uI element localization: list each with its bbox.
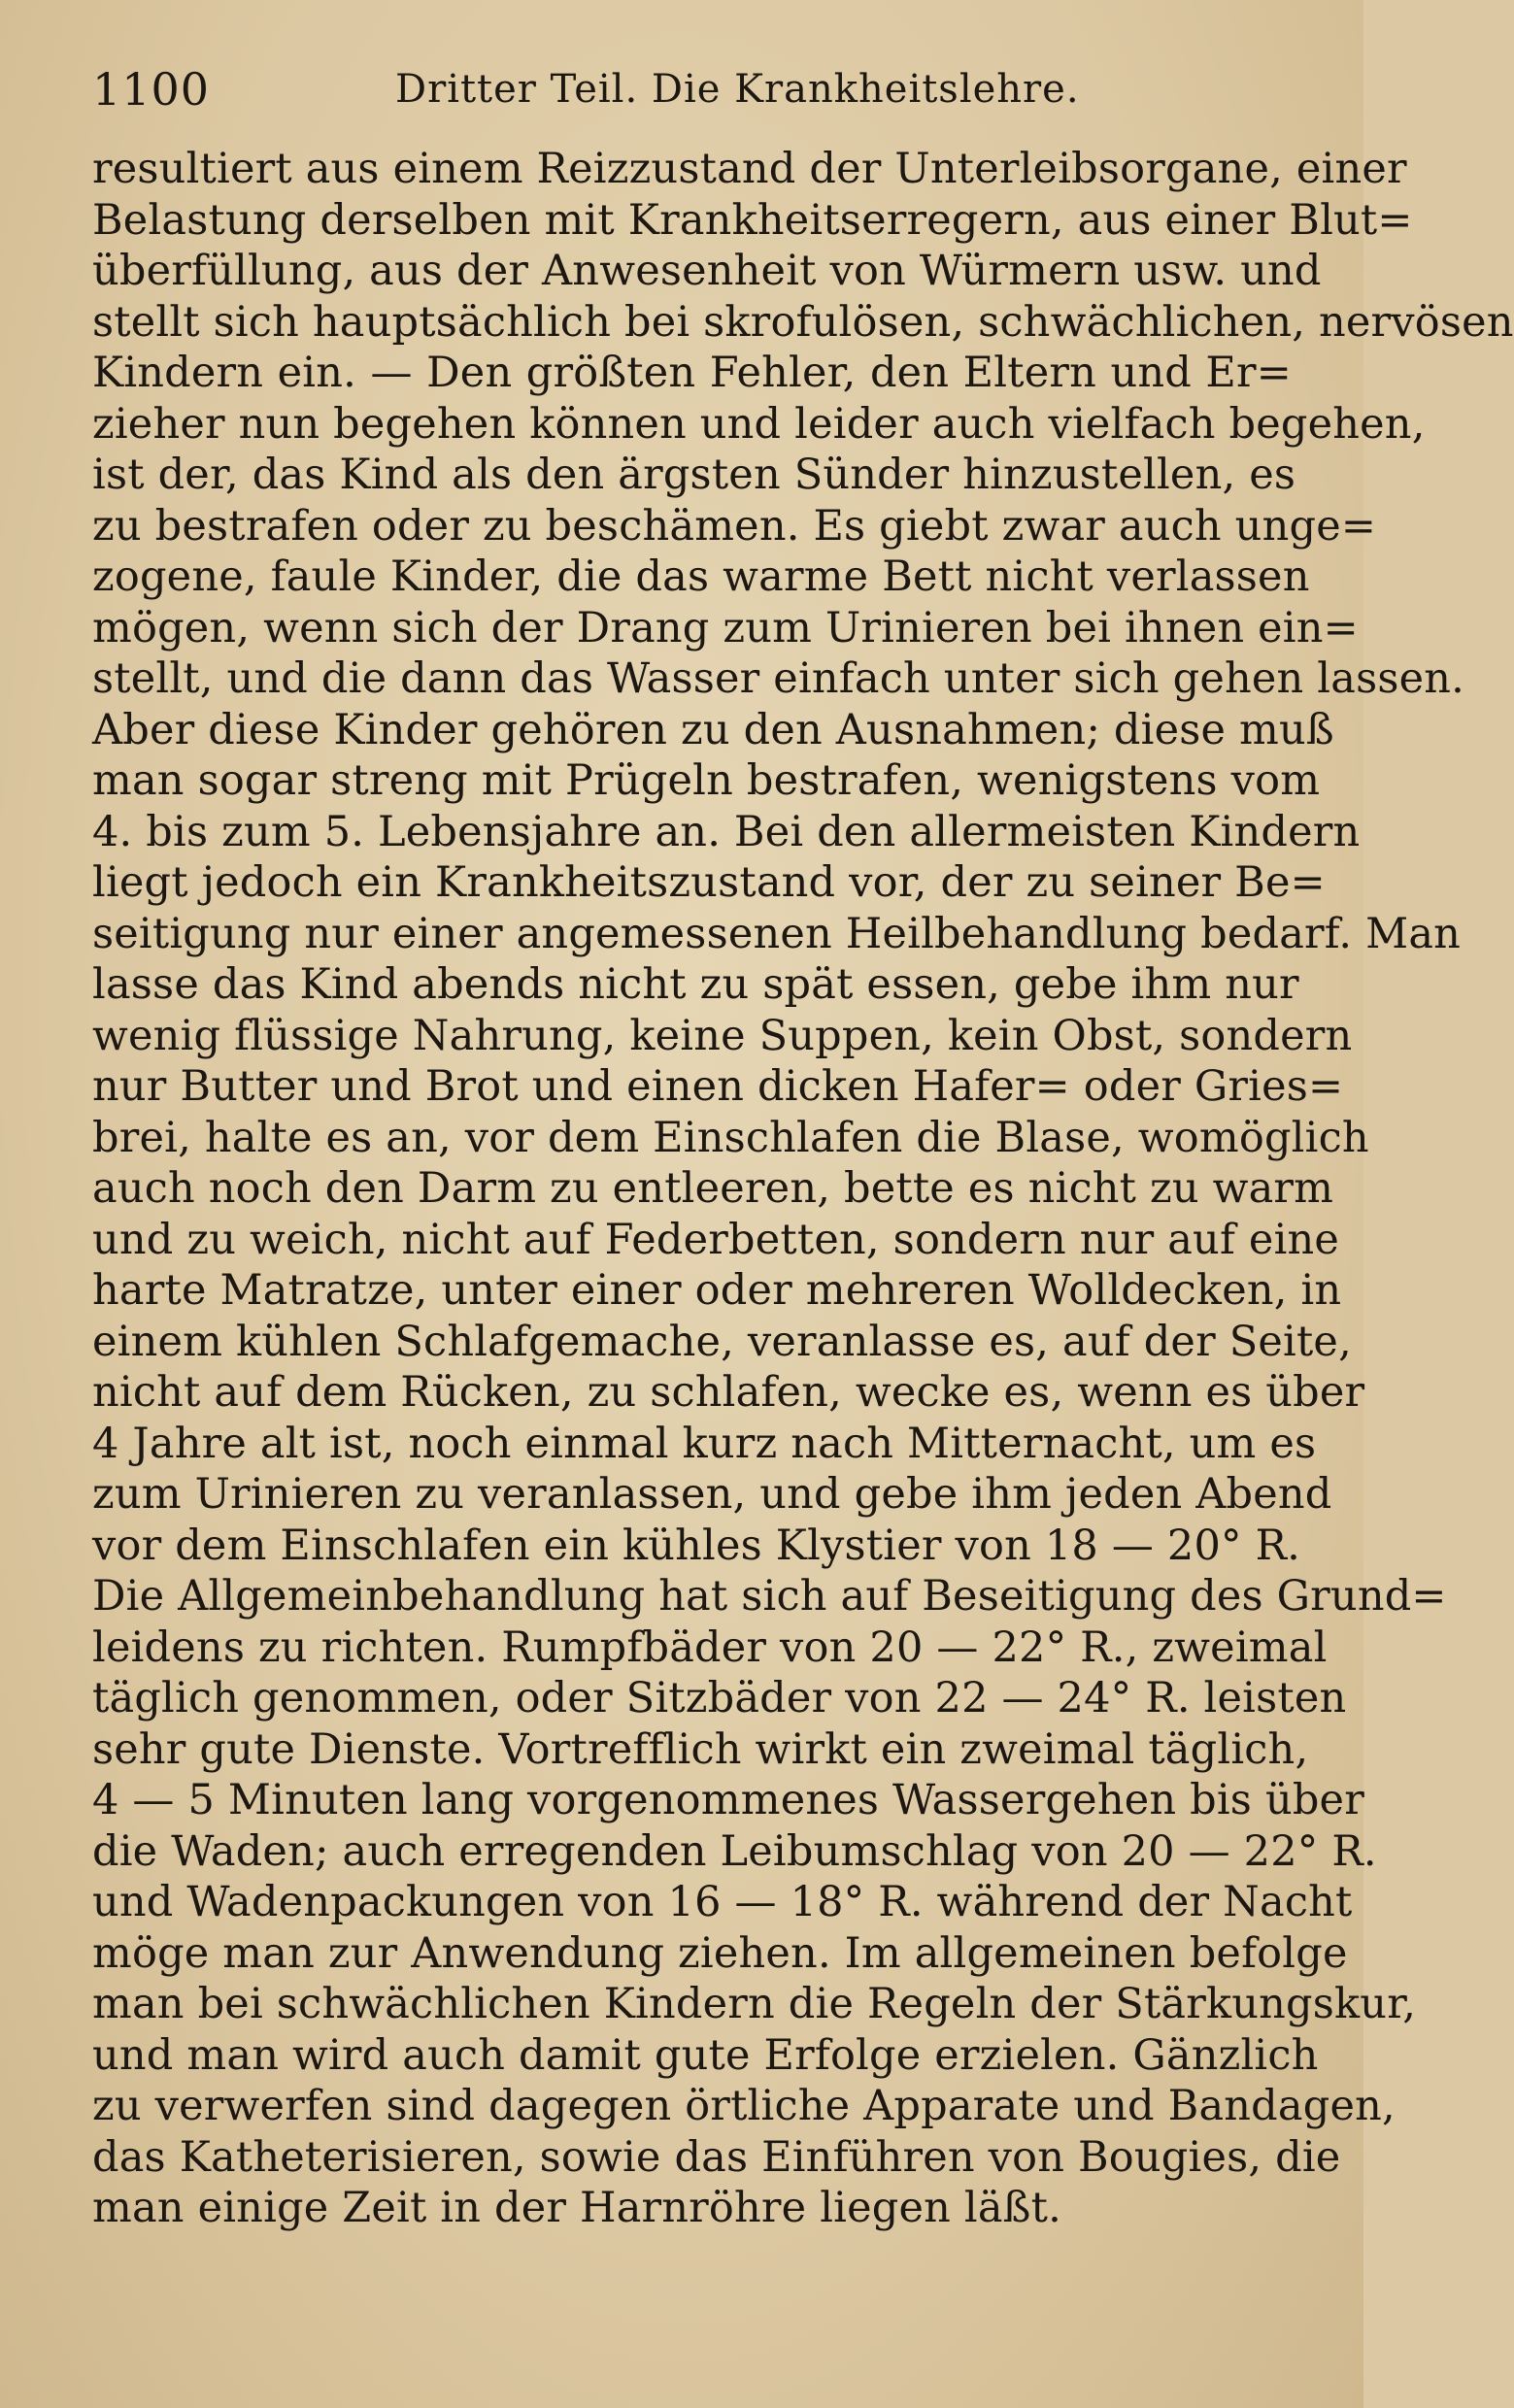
text-line: auch noch den Darm zu entleeren, bette es nicht zu warm: [92, 1164, 1334, 1213]
running-head: Dritter Teil. Die Krankheitslehre.: [395, 67, 1080, 112]
text-line: stellt sich hauptsächlich bei skrofulösen, schwächlichen, nervösen: [92, 297, 1514, 347]
text-line: leidens zu richten. Rumpfbäder von 20 — 22° R., zweimal: [92, 1622, 1328, 1672]
text-line: überfüllung, aus der Anwesenheit von Würmern usw. und: [92, 247, 1322, 295]
text-line: die Waden; auch erregenden Leibumschlag von 20 — 22° R.: [92, 1826, 1377, 1876]
text-line: Belastung derselben mit Krankheitserregern, aus einer Blut=: [92, 195, 1413, 245]
page-number: 1100: [92, 63, 211, 116]
text-line: sehr gute Dienste. Vortrefflich wirkt ein zweimal täglich,: [92, 1724, 1309, 1774]
text-line: einem kühlen Schlafgemache, veranlasse es, auf der Seite,: [92, 1317, 1352, 1366]
text-line: Aber diese Kinder gehören zu den Ausnahmen; diese muß: [92, 705, 1334, 754]
text-line: 4 Jahre alt ist, noch einmal kurz nach Mitternacht, um es: [92, 1419, 1317, 1468]
text-line: 4 — 5 Minuten lang vorgenommenes Wassergehen bis über: [92, 1776, 1364, 1824]
page-header: [92, 60, 1287, 118]
text-line: man bei schwächlichen Kindern die Regeln der Stärkungskur,: [92, 1980, 1417, 2028]
text-line: lasse das Kind abends nicht zu spät essen, gebe ihm nur: [92, 960, 1299, 1009]
text-line: zum Urinieren zu veranlassen, und gebe ihm jeden Abend: [92, 1470, 1332, 1519]
text-line: brei, halte es an, vor dem Einschlafen die Blase, womöglich: [92, 1113, 1369, 1162]
text-line: ist der, das Kind als den ärgsten Sünder hinzustellen, es: [92, 451, 1296, 499]
text-line: täglich genommen, oder Sitzbäder von 22 — 24° R. leisten: [92, 1674, 1347, 1722]
text-line: Kindern ein. — Den größten Fehler, den Eltern und Er=: [92, 349, 1292, 397]
text-line: das Katheterisieren, sowie das Einführen von Bougies, die: [92, 2132, 1341, 2182]
text-line: man sogar streng mit Prügeln bestrafen, wenigstens vom: [92, 756, 1321, 805]
text-line: liegt jedoch ein Krankheitszustand vor, der zu seiner Be=: [92, 858, 1326, 907]
text-line: seitigung nur einer angemessenen Heilbehandlung bedarf. Man: [92, 909, 1462, 958]
text-line: resultiert aus einem Reizzustand der Unterleibsorgane, einer: [92, 145, 1407, 193]
text-line: vor dem Einschlafen ein kühles Klystier von 18 — 20° R.: [92, 1521, 1301, 1570]
text-line: harte Matratze, unter einer oder mehreren Wolldecken, in: [92, 1266, 1342, 1315]
text-line: möge man zur Anwendung ziehen. Im allgemeinen befolge: [92, 1928, 1348, 1978]
text-line: und Wadenpackungen von 16 — 18° R. während der Nacht: [92, 1878, 1353, 1926]
body-text: [92, 144, 1514, 2234]
text-line: Die Allgemeinbehandlung hat sich auf Beseitigung des Grund=: [92, 1572, 1447, 1621]
text-line: und zu weich, nicht auf Federbetten, sondern nur auf eine: [92, 1215, 1340, 1264]
text-line: wenig flüssige Nahrung, keine Suppen, kein Obst, sondern: [92, 1011, 1353, 1060]
text-line: zu verwerfen sind dagegen örtliche Apparate und Bandagen,: [92, 2082, 1396, 2130]
text-line: nicht auf dem Rücken, zu schlafen, wecke es, wenn es über: [92, 1368, 1365, 1417]
text-line: zu bestrafen oder zu beschämen. Es giebt zwar auch unge=: [92, 501, 1377, 551]
text-line: stellt, und die dann das Wasser einfach unter sich gehen lassen.: [92, 654, 1465, 703]
text-line-last: man einige Zeit in der Harnröhre liegen läßt.: [92, 2184, 1061, 2232]
text-line: nur Butter und Brot und einen dicken Hafer= oder Gries=: [92, 1062, 1344, 1111]
text-line: 4. bis zum 5. Lebensjahre an. Bei den allermeisten Kindern: [92, 807, 1361, 856]
text-line: zieher nun begehen können und leider auch vielfach begehen,: [92, 399, 1426, 449]
text-line: und man wird auch damit gute Erfolge erzielen. Gänzlich: [92, 2030, 1319, 2080]
text-line: mögen, wenn sich der Drang zum Urinieren bei ihnen ein=: [92, 603, 1359, 652]
text-line: zogene, faule Kinder, die das warme Bett nicht verlassen: [92, 552, 1310, 601]
